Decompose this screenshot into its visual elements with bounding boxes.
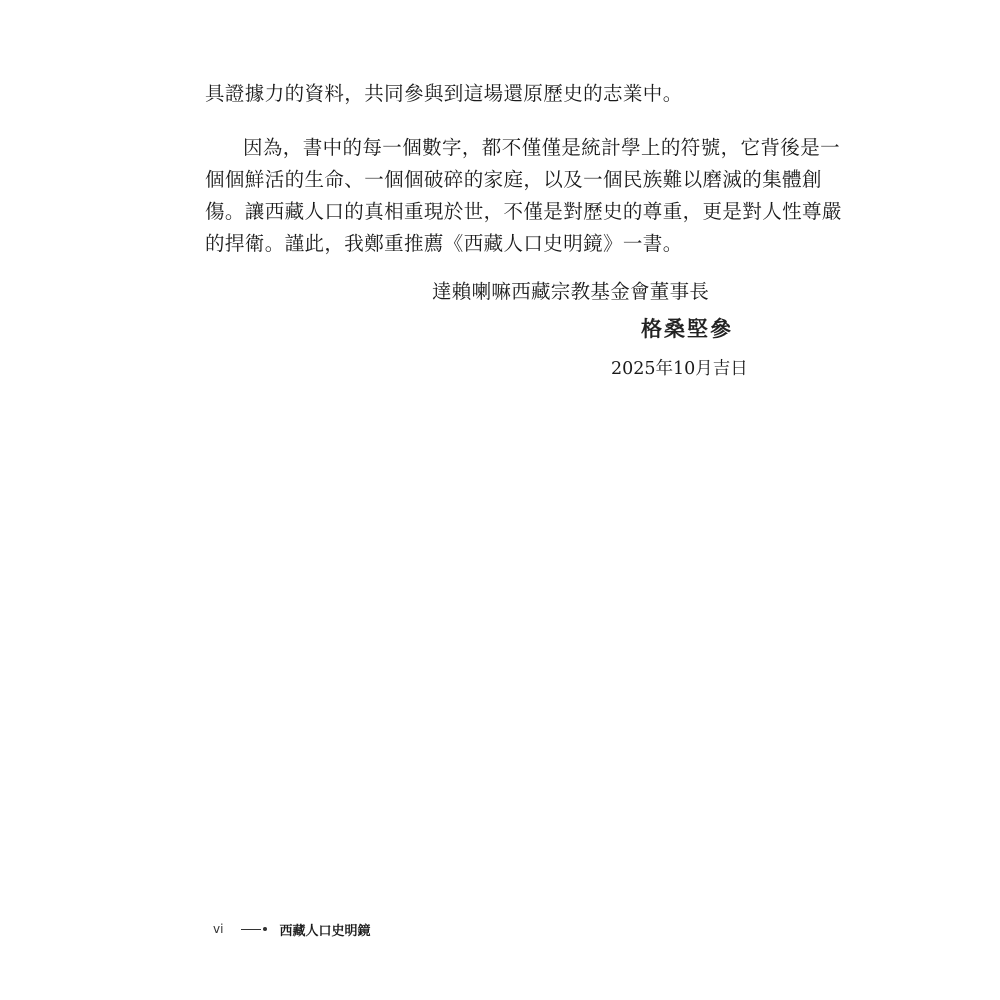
paragraph-1-line-1: 具證據力的資料，共同參與到這場還原歷史的志業中。 (205, 82, 683, 105)
body-text (205, 78, 842, 260)
paragraph-2-line-1: 因為，書中的每一個數字，都不僅僅是統計學上的符號，它背後是一 (243, 136, 841, 159)
running-title: 西藏人口史明鏡 (279, 923, 371, 939)
page-number: vi (213, 922, 224, 936)
signature-organization: 達賴喇嘛西藏宗教基金會董事長 (432, 280, 710, 303)
signature-name: 格桑堅參 (641, 316, 733, 341)
paragraph-2-line-2: 個個鮮活的生命、一個個破碎的家庭，以及一個民族難以磨滅的集體創 (205, 168, 822, 191)
footer-rule (241, 929, 261, 930)
paragraph-gap (205, 110, 780, 132)
page-footer (213, 917, 370, 941)
signature-date: 2025年10月吉日 (611, 359, 748, 379)
paragraph-2-line-4: 的捍衛。謹此，我鄭重推薦《西藏人口史明鏡》一書。 (205, 232, 683, 255)
footer-bullet-icon (263, 927, 267, 931)
paragraph-2-line-3: 傷。讓西藏人口的真相重現於世，不僅是對歷史的尊重，更是對人性尊嚴 (205, 200, 842, 223)
